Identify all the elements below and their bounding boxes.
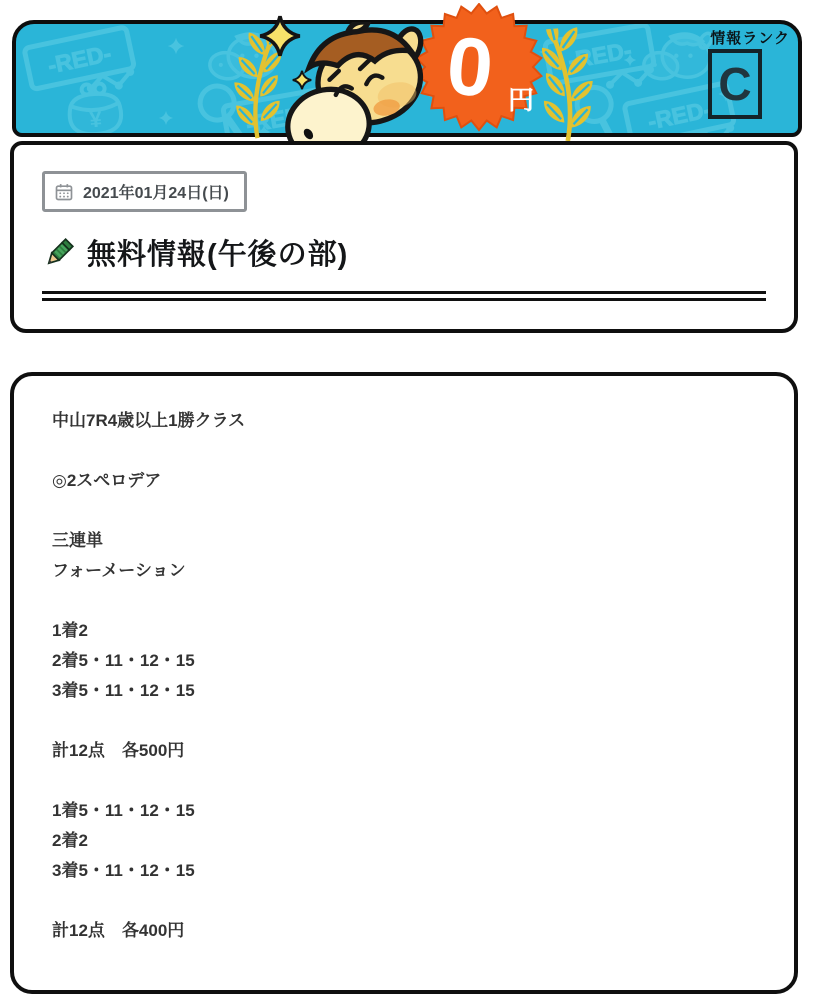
- price-unit: 円: [507, 85, 534, 115]
- price-value: 0: [443, 20, 497, 115]
- race-info-line: 2着5・11・12・15: [52, 651, 195, 670]
- race-info-line: [52, 496, 756, 526]
- race-info-line: 1着5・11・12・15: [52, 801, 195, 820]
- double-rule: [42, 291, 766, 301]
- race-info-line: [52, 586, 756, 616]
- post-title: [42, 232, 766, 273]
- race-info-line: 3着5・11・12・15: [52, 861, 195, 880]
- header-banner: [12, 20, 802, 137]
- race-info-card: [10, 372, 798, 994]
- laurel-branch-icon: [517, 25, 611, 150]
- post-date: 2021年01月24日(日): [83, 185, 229, 202]
- race-info-line: [52, 766, 756, 796]
- race-info-line: 中山7R4歳以上1勝クラス: [52, 411, 246, 430]
- rank-value: C: [718, 58, 752, 110]
- race-info-line: 1着2: [52, 621, 88, 640]
- race-info-line: 三連単: [52, 531, 103, 550]
- race-info-line: 計12点 各400円: [52, 921, 185, 940]
- race-info-line: [52, 886, 756, 916]
- race-info-line: 3着5・11・12・15: [52, 681, 195, 700]
- race-info-line: フォーメーション: [52, 561, 186, 580]
- race-info-line: 2着2: [52, 831, 88, 850]
- race-info-line: [52, 436, 756, 466]
- rank-label: 情報ランク: [710, 30, 790, 47]
- post-title-text: 無料情報(午後の部): [87, 239, 349, 271]
- race-info-text: [52, 406, 756, 946]
- race-info-line: [52, 706, 756, 736]
- race-info-line: ◎2スペロデア: [52, 471, 162, 490]
- pencil-icon: [42, 236, 76, 270]
- post-header-card: [10, 141, 798, 333]
- race-info-line: 計12点 各500円: [52, 741, 185, 760]
- rank-badge: [708, 49, 762, 119]
- calendar-icon: [54, 182, 74, 202]
- date-badge: [42, 171, 247, 212]
